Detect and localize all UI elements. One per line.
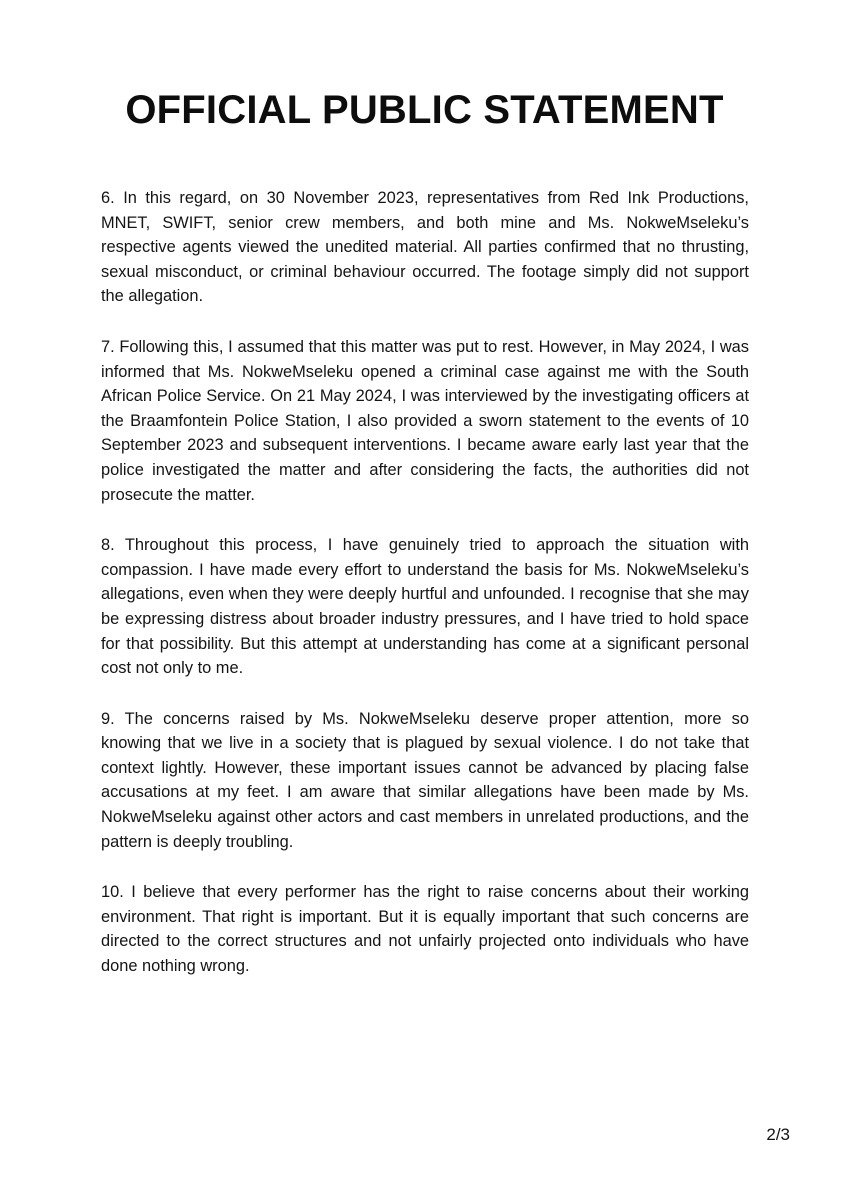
page-number: 2/3 [766,1125,790,1144]
document-body [101,186,749,1005]
paragraph-7: 7. Following this, I assumed that this matter was put to rest. However, in May 2024, I was informed that Ms. NokweMseleku opened a criminal case against me with the South African Police Service. On 21 May 2024, I was interviewed by the investigating officers at the Braamfontein Police Station, I also provided a sworn statement to the events of 10 September 2023 and subsequent interventions. I became aware early last year that the police investigated the matter and after considering the facts, the authorities did not prosecute the matter. [101,337,749,504]
paragraph-9: 9. The concerns raised by Ms. NokweMseleku deserve proper attention, more so knowing that we live in a society that is plagued by sexual violence. I do not take that context lightly. However, these important issues cannot be advanced by placing false accusations at my feet. I am aware that similar allegations have been made by Ms. NokweMseleku against other actors and cast members in unrelated productions, and the pattern is deeply troubling. [101,709,749,851]
document-title: OFFICIAL PUBLIC STATEMENT [125,88,724,132]
paragraph-10: 10. I believe that every performer has the right to raise concerns about their working environment. That right is important. But it is equally important that such concerns are directed to the correct structures and not unfairly projected onto individuals who have done nothing wrong. [101,883,749,976]
paragraph-6: 6. In this regard, on 30 November 2023, representatives from Red Ink Productions, MNET, SWIFT, senior crew members, and both mine and Ms. NokweMseleku’s respective agents viewed the unedited material. All parties confirmed that no thrusting, sexual misconduct, or criminal behaviour occurred. The footage simply did not support the allegation. [101,189,749,306]
paragraph-8: 8. Throughout this process, I have genuinely tried to approach the situation with compassion. I have made every effort to understand the basis for Ms. NokweMseleku’s allegations, even when they were deeply hurtful and unfounded. I recognise that she may be expressing distress about broader industry pressures, and I have tried to hold space for that possibility. But this attempt at understanding has come at a significant personal cost not only to me. [101,536,749,678]
